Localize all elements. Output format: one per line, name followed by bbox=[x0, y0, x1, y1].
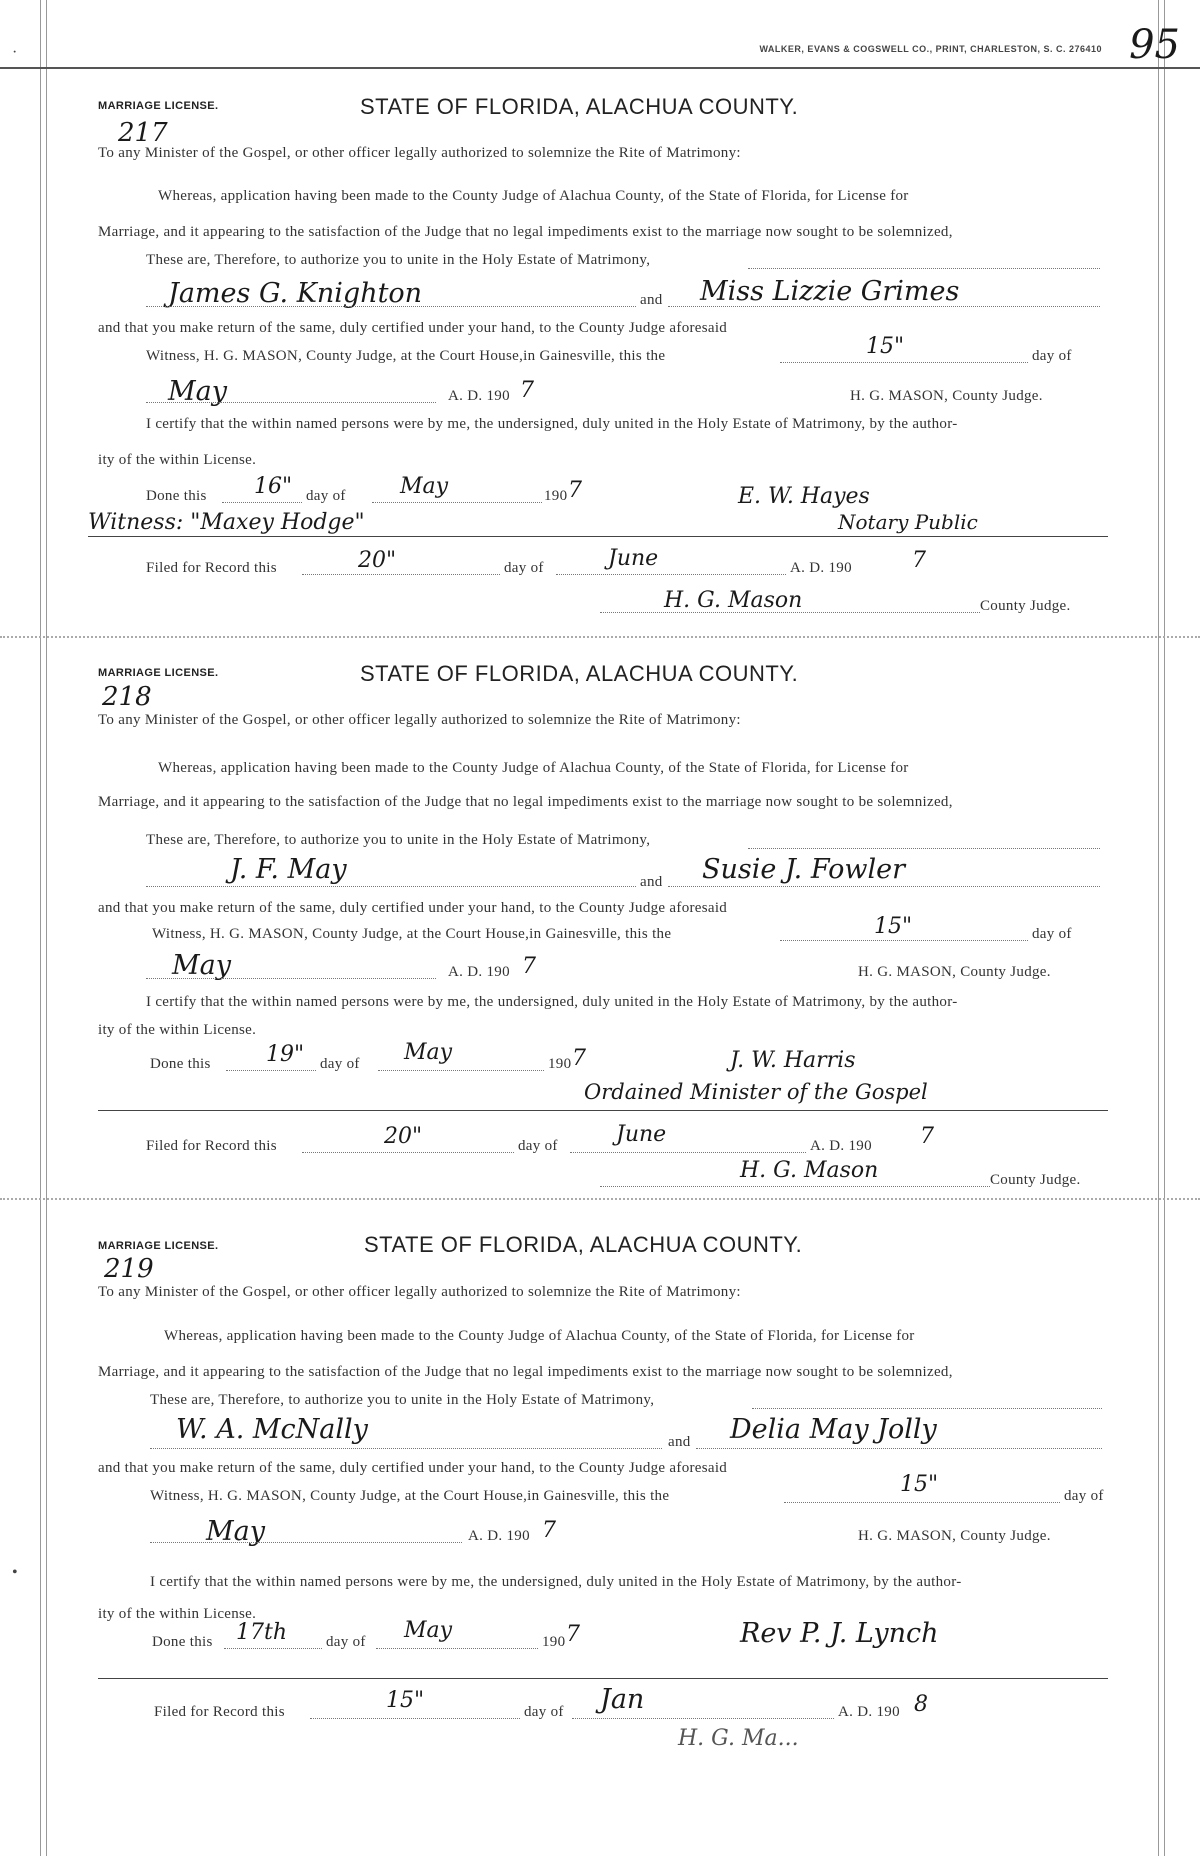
license-month: May bbox=[168, 376, 227, 407]
ad-label: A. D. 190 bbox=[448, 964, 510, 980]
groom-name: James G. Knighton bbox=[168, 278, 423, 309]
done-day: 16" bbox=[254, 474, 293, 499]
license-day: 15" bbox=[900, 1472, 939, 1497]
done-month: May bbox=[404, 1618, 453, 1643]
judge-signature-printed: H. G. MASON, County Judge. bbox=[858, 964, 1051, 980]
filed-year: 8 bbox=[914, 1692, 928, 1717]
witness-line: Witness, H. G. MASON, County Judge, at the Court House,in Gainesville, this the bbox=[152, 926, 672, 942]
record-separator bbox=[0, 1198, 1200, 1200]
filed-day-of-label: day of bbox=[504, 560, 544, 576]
filed-judge-signature: H. G. Ma... bbox=[678, 1726, 799, 1751]
printer-imprint: WALKER, EVANS & COGSWELL CO., PRINT, CHARLESTON, S. C. 276410 bbox=[759, 44, 1102, 54]
margin-mark: · bbox=[12, 44, 18, 61]
these-are-line: These are, Therefore, to authorize you to unite in the Holy Estate of Matrimony, bbox=[146, 832, 651, 848]
marriage-license-label: MARRIAGE LICENSE. bbox=[98, 667, 219, 679]
certify-line-2: ity of the within License. bbox=[98, 1022, 257, 1038]
certify-line-1: I certify that the within named persons were by me, the undersigned, duly united in the Holy Estate of Matrimony, by the author- bbox=[150, 1574, 962, 1590]
filed-label: Filed for Record this bbox=[146, 560, 277, 576]
done-day: 19" bbox=[266, 1042, 305, 1067]
page-number: 95 bbox=[1129, 22, 1180, 68]
day-of-label: day of bbox=[1032, 926, 1072, 942]
top-rule bbox=[0, 67, 1200, 69]
bride-name: Susie J. Fowler bbox=[702, 854, 905, 885]
bride-name: Delia May Jolly bbox=[730, 1414, 937, 1445]
done-day-of-label: day of bbox=[320, 1056, 360, 1072]
filed-month: Jan bbox=[600, 1684, 645, 1715]
filed-month: June bbox=[608, 546, 659, 571]
return-line: and that you make return of the same, duly certified under your hand, to the County Judge aforesaid bbox=[98, 900, 728, 916]
license-number: 217 bbox=[118, 118, 168, 148]
filed-month: June bbox=[616, 1122, 667, 1147]
whereas-line-2: Marriage, and it appearing to the satisfaction of the Judge that no legal impediments exist to the marriage now sought to be solemnized, bbox=[98, 794, 953, 810]
filed-day: 15" bbox=[386, 1688, 425, 1713]
done-this-label: Done this bbox=[150, 1056, 211, 1072]
witness-line: Witness, H. G. MASON, County Judge, at the Court House,in Gainesville, this the bbox=[150, 1488, 670, 1504]
right-margin-line-inner bbox=[1164, 0, 1165, 1856]
filed-year: 7 bbox=[920, 1124, 934, 1149]
day-of-label: day of bbox=[1064, 1488, 1104, 1504]
officiant-signature: E. W. Hayes bbox=[738, 484, 870, 509]
filed-judge-signature: H. G. Mason bbox=[740, 1158, 879, 1183]
bride-name: Miss Lizzie Grimes bbox=[700, 276, 960, 307]
and-label: and bbox=[640, 874, 663, 890]
filed-label: Filed for Record this bbox=[154, 1704, 285, 1720]
license-day: 15" bbox=[874, 914, 913, 939]
whereas-line-1: Whereas, application having been made to the County Judge of Alachua County, of the State of Florida, for License for bbox=[164, 1328, 915, 1344]
done-day-of-label: day of bbox=[326, 1634, 366, 1650]
filed-judge-signature: H. G. Mason bbox=[664, 588, 803, 613]
license-year: 7 bbox=[522, 954, 536, 979]
done-month: May bbox=[404, 1040, 453, 1065]
license-number: 219 bbox=[104, 1254, 154, 1284]
marriage-license-label: MARRIAGE LICENSE. bbox=[98, 1240, 219, 1252]
margin-mark: • bbox=[12, 1564, 18, 1581]
filed-day-of-label: day of bbox=[524, 1704, 564, 1720]
marriage-license-label: MARRIAGE LICENSE. bbox=[98, 100, 219, 112]
state-title: STATE OF FLORIDA, ALACHUA COUNTY. bbox=[364, 1232, 803, 1257]
done-year-prefix: 190 bbox=[548, 1056, 572, 1072]
filed-label: Filed for Record this bbox=[146, 1138, 277, 1154]
judge-signature-printed: H. G. MASON, County Judge. bbox=[858, 1528, 1051, 1544]
return-line: and that you make return of the same, duly certified under your hand, to the County Judge aforesaid bbox=[98, 320, 728, 336]
left-margin-line bbox=[40, 0, 41, 1856]
county-judge-label: County Judge. bbox=[990, 1172, 1081, 1188]
whereas-line-2: Marriage, and it appearing to the satisfaction of the Judge that no legal impediments exist to the marriage now sought to be solemnized, bbox=[98, 1364, 953, 1380]
county-judge-label: County Judge. bbox=[980, 598, 1071, 614]
done-this-label: Done this bbox=[146, 488, 207, 504]
address-line: To any Minister of the Gospel, or other officer legally authorized to solemnize the Rite of Matrimony: bbox=[98, 1284, 741, 1300]
done-year: 7 bbox=[568, 478, 582, 503]
and-label: and bbox=[640, 292, 663, 308]
and-label: and bbox=[668, 1434, 691, 1450]
license-month: May bbox=[172, 950, 231, 981]
filed-ad-label: A. D. 190 bbox=[838, 1704, 900, 1720]
officiant-title: Ordained Minister of the Gospel bbox=[584, 1080, 928, 1104]
groom-name: W. A. McNally bbox=[176, 1414, 368, 1445]
whereas-line-2: Marriage, and it appearing to the satisfaction of the Judge that no legal impediments exist to the marriage now sought to be solemnized, bbox=[98, 224, 953, 240]
filed-day: 20" bbox=[358, 548, 397, 573]
address-line: To any Minister of the Gospel, or other officer legally authorized to solemnize the Rite of Matrimony: bbox=[98, 145, 741, 161]
filed-day: 20" bbox=[384, 1124, 423, 1149]
officiant-signature: J. W. Harris bbox=[730, 1048, 856, 1073]
witness-note: Witness: "Maxey Hodge" bbox=[88, 510, 365, 535]
done-year-prefix: 190 bbox=[544, 488, 568, 504]
left-margin-line-inner bbox=[46, 0, 47, 1856]
return-line: and that you make return of the same, duly certified under your hand, to the County Judge aforesaid bbox=[98, 1460, 728, 1476]
license-day: 15" bbox=[866, 334, 905, 359]
officiant-signature: Rev P. J. Lynch bbox=[740, 1618, 939, 1649]
officiant-title: Notary Public bbox=[838, 510, 978, 534]
filed-ad-label: A. D. 190 bbox=[810, 1138, 872, 1154]
state-title: STATE OF FLORIDA, ALACHUA COUNTY. bbox=[360, 661, 799, 686]
state-title: STATE OF FLORIDA, ALACHUA COUNTY. bbox=[360, 94, 799, 119]
done-this-label: Done this bbox=[152, 1634, 213, 1650]
filed-ad-label: A. D. 190 bbox=[790, 560, 852, 576]
record-separator bbox=[0, 636, 1200, 638]
these-are-line: These are, Therefore, to authorize you to unite in the Holy Estate of Matrimony, bbox=[146, 252, 651, 268]
groom-name: J. F. May bbox=[230, 854, 347, 885]
certify-line-1: I certify that the within named persons were by me, the undersigned, duly united in the Holy Estate of Matrimony, by the author- bbox=[146, 994, 958, 1010]
license-year: 7 bbox=[520, 378, 534, 403]
license-year: 7 bbox=[542, 1518, 556, 1543]
whereas-line-1: Whereas, application having been made to the County Judge of Alachua County, of the State of Florida, for License for bbox=[158, 188, 909, 204]
license-number: 218 bbox=[102, 682, 152, 712]
witness-line: Witness, H. G. MASON, County Judge, at the Court House,in Gainesville, this the bbox=[146, 348, 666, 364]
judge-signature-printed: H. G. MASON, County Judge. bbox=[850, 388, 1043, 404]
these-are-line: These are, Therefore, to authorize you to unite in the Holy Estate of Matrimony, bbox=[150, 1392, 655, 1408]
done-year: 7 bbox=[572, 1046, 586, 1071]
certify-line-2: ity of the within License. bbox=[98, 1606, 257, 1622]
done-day-of-label: day of bbox=[306, 488, 346, 504]
ad-label: A. D. 190 bbox=[448, 388, 510, 404]
filed-year: 7 bbox=[912, 548, 926, 573]
done-day: 17th bbox=[236, 1620, 288, 1645]
done-year: 7 bbox=[566, 1622, 580, 1647]
day-of-label: day of bbox=[1032, 348, 1072, 364]
certify-line-2: ity of the within License. bbox=[98, 452, 257, 468]
done-month: May bbox=[400, 474, 449, 499]
done-year-prefix: 190 bbox=[542, 1634, 566, 1650]
ad-label: A. D. 190 bbox=[468, 1528, 530, 1544]
right-margin-line bbox=[1158, 0, 1159, 1856]
license-month: May bbox=[206, 1516, 265, 1547]
certify-line-1: I certify that the within named persons were by me, the undersigned, duly united in the Holy Estate of Matrimony, by the author- bbox=[146, 416, 958, 432]
whereas-line-1: Whereas, application having been made to the County Judge of Alachua County, of the State of Florida, for License for bbox=[158, 760, 909, 776]
address-line: To any Minister of the Gospel, or other officer legally authorized to solemnize the Rite of Matrimony: bbox=[98, 712, 741, 728]
filed-day-of-label: day of bbox=[518, 1138, 558, 1154]
